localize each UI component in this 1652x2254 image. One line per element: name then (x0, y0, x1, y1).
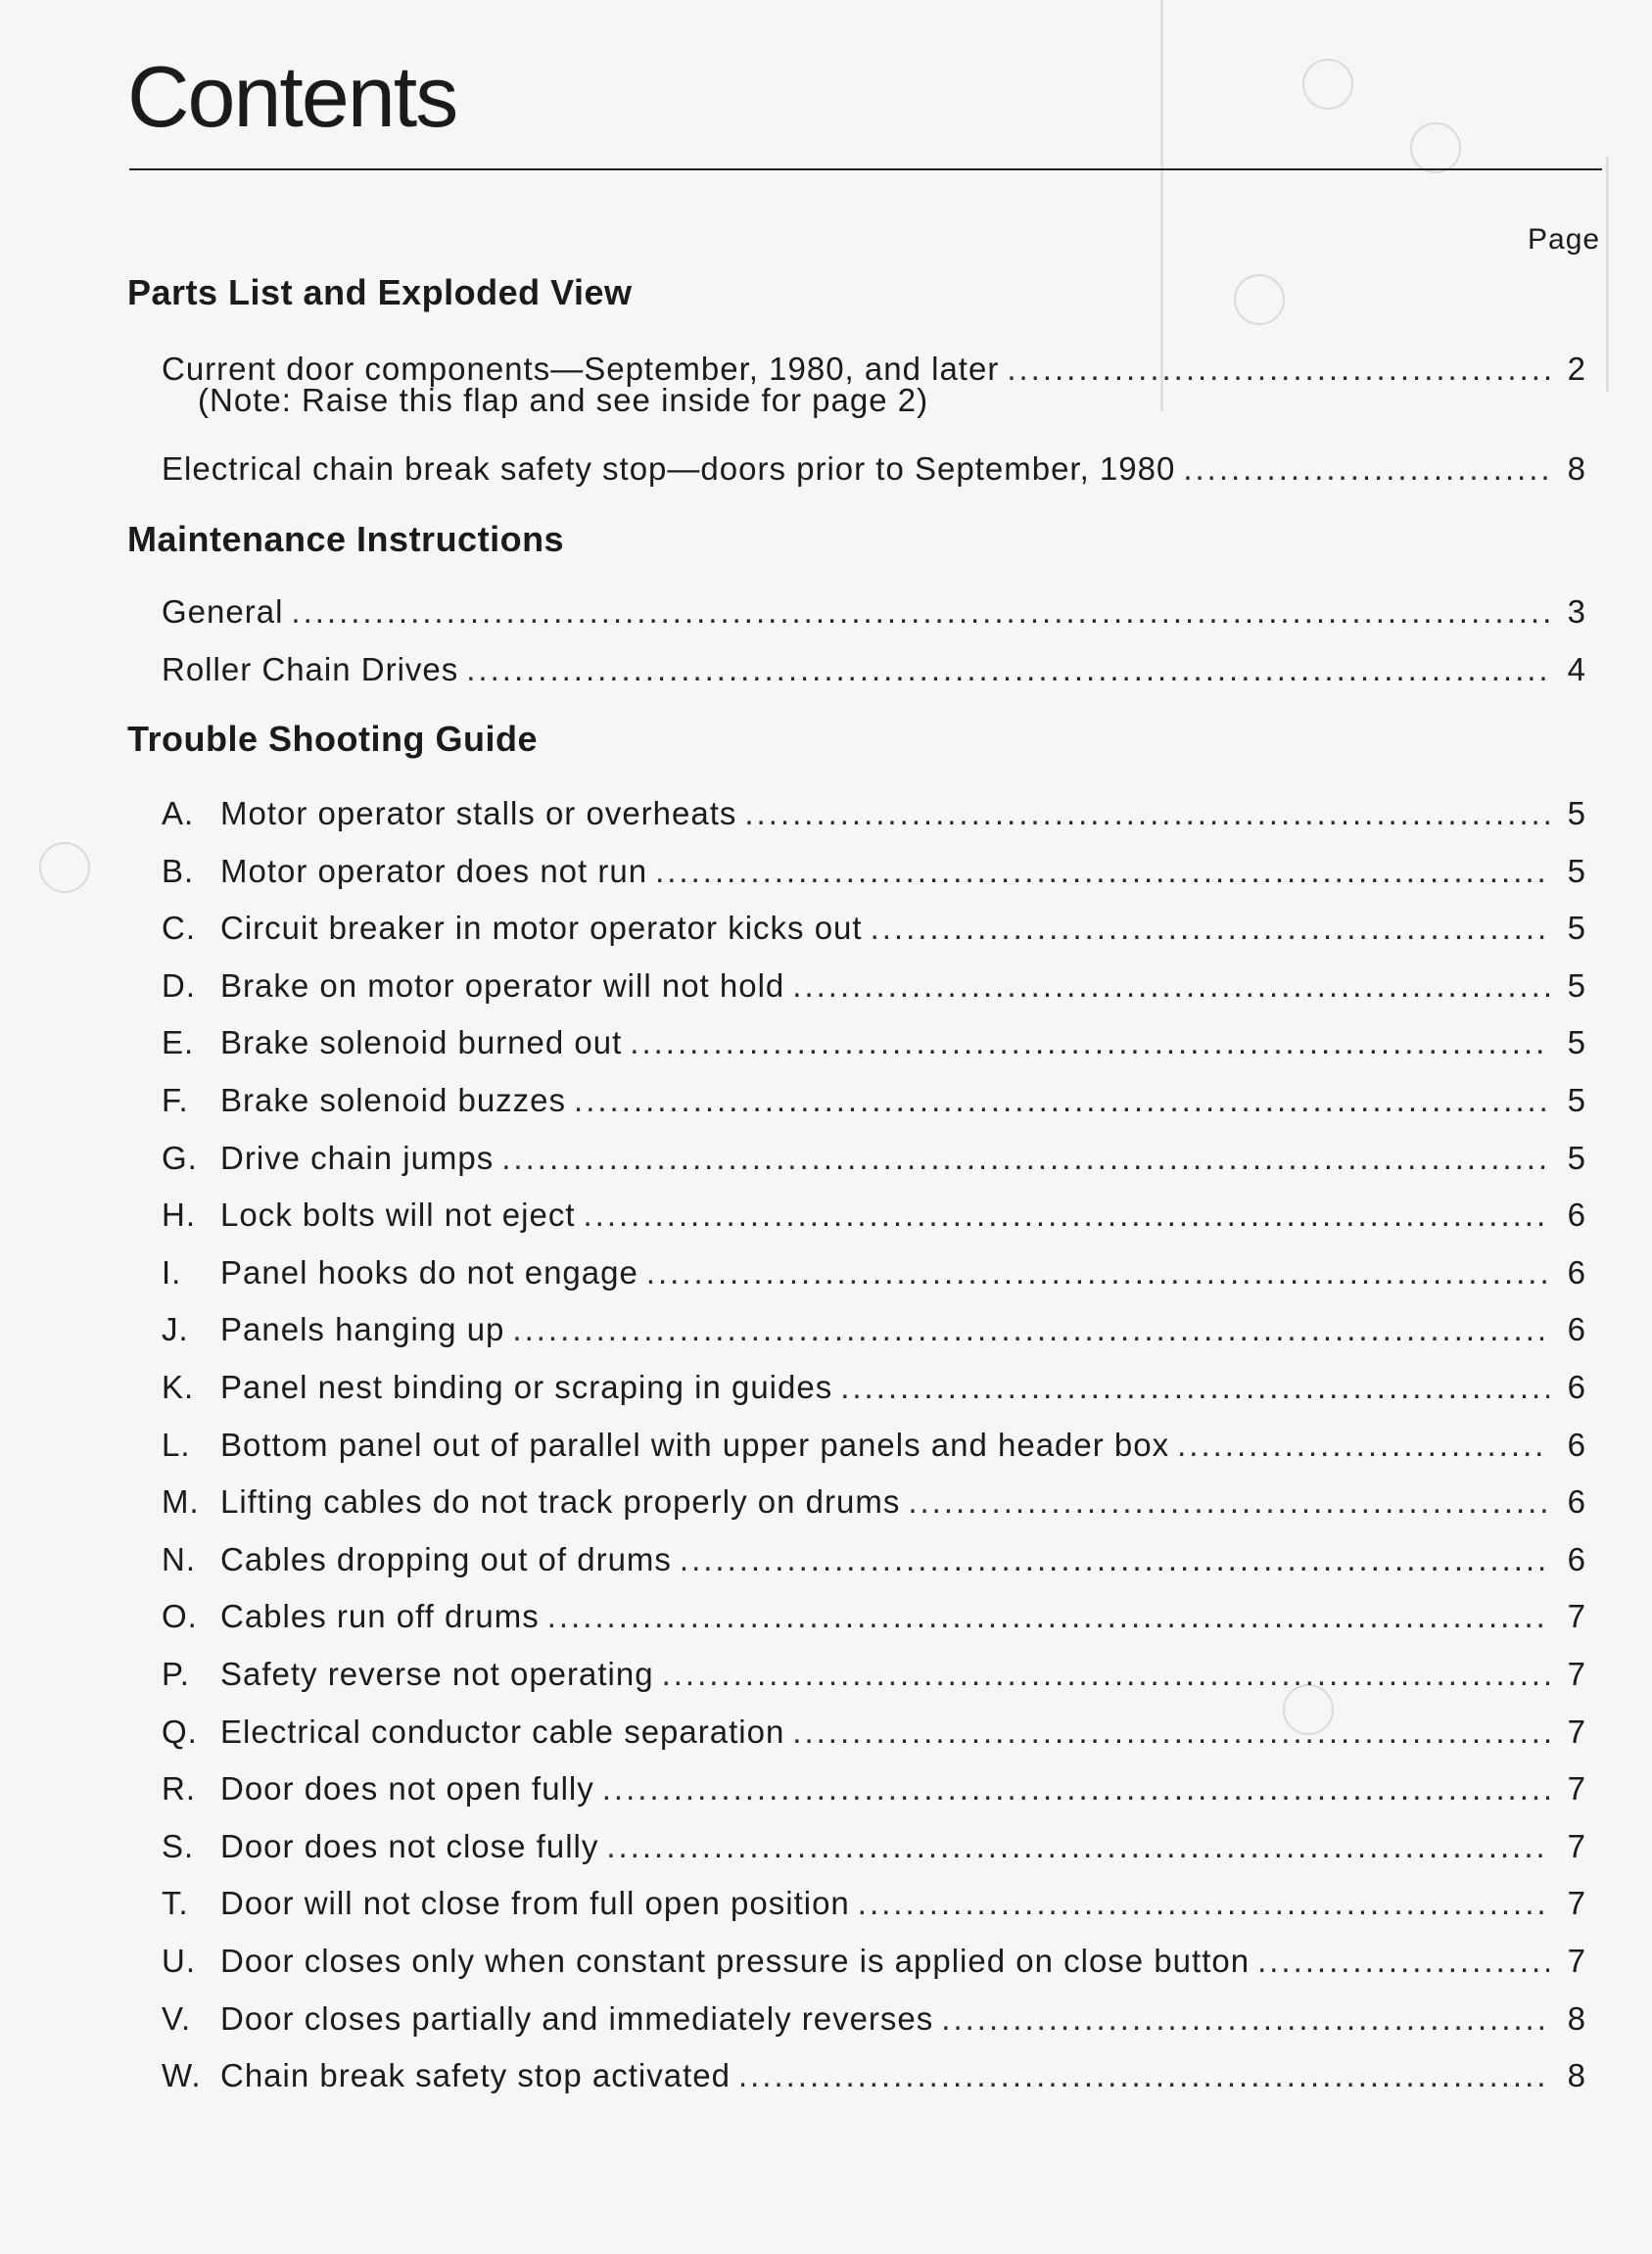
entry-letter: R. (162, 1770, 196, 1807)
entry-letter: G. (162, 1140, 198, 1176)
toc-entry-trouble-b[interactable] (162, 841, 1586, 890)
entry-text: Bottom panel out of parallel with upper panels and header box (220, 1427, 1170, 1463)
entry-page: 8 (1567, 2057, 1586, 2093)
entry-page: 7 (1567, 1885, 1586, 1921)
leader-dots (630, 1024, 1549, 1061)
entry-letter: A. (162, 795, 195, 831)
leader-dots (466, 651, 1549, 688)
entry-page: 4 (1567, 651, 1586, 687)
toc-entry-trouble-q[interactable] (162, 1702, 1586, 1751)
leader-dots (512, 1311, 1549, 1348)
toc-entry-trouble-p[interactable] (162, 1644, 1586, 1693)
entry-letter: H. (162, 1197, 196, 1233)
leader-dots (584, 1197, 1550, 1234)
leader-dots (662, 1656, 1549, 1693)
entry-text: Circuit breaker in motor operator kicks out (220, 910, 863, 946)
toc-entry[interactable] (162, 582, 1586, 631)
entry-letter: S. (162, 1828, 195, 1864)
entry-text: Cables dropping out of drums (220, 1541, 672, 1577)
entry-page: 8 (1567, 2000, 1586, 2037)
entry-page: 7 (1567, 1770, 1586, 1807)
entry-letter: C. (162, 910, 196, 946)
entry-page: 7 (1567, 1828, 1586, 1864)
toc-entry-trouble-w[interactable] (162, 2045, 1586, 2094)
entry-text: Chain break safety stop activated (220, 2057, 731, 2093)
toc-entry-trouble-s[interactable] (162, 1816, 1586, 1865)
entry-text: Panel hooks do not engage (220, 1254, 638, 1291)
toc-entry-trouble-e[interactable] (162, 1012, 1586, 1061)
leader-dots (941, 2000, 1549, 2038)
entry-letter: I. (162, 1254, 182, 1291)
entry-letter: F. (162, 1082, 189, 1118)
entry-text: Current door components—September, 1980, and later (162, 351, 1000, 387)
toc-entry-trouble-i[interactable] (162, 1243, 1586, 1291)
entry-page: 7 (1567, 1714, 1586, 1750)
leader-dots (547, 1598, 1549, 1635)
leader-dots (792, 1714, 1549, 1751)
leader-dots (840, 1369, 1549, 1406)
entry-text: Panels hanging up (220, 1311, 505, 1347)
entry-text: Roller Chain Drives (162, 651, 459, 687)
entry-page: 3 (1567, 593, 1586, 630)
entry-page: 6 (1567, 1541, 1586, 1577)
toc-entry-trouble-m[interactable] (162, 1472, 1586, 1521)
toc-entry-trouble-c[interactable] (162, 898, 1586, 947)
leader-dots (744, 795, 1549, 832)
leader-dots (291, 593, 1549, 631)
entry-text: Brake on motor operator will not hold (220, 967, 785, 1004)
leader-dots (908, 1483, 1549, 1521)
leader-dots (871, 910, 1549, 947)
entry-page: 5 (1567, 967, 1586, 1004)
entry-text: Electrical chain break safety stop—doors prior to September, 1980 (162, 450, 1176, 487)
entry-letter: U. (162, 1943, 196, 1979)
entry-letter: K. (162, 1369, 195, 1405)
leader-dots (738, 2057, 1549, 2094)
entry-page: 2 (1567, 351, 1586, 387)
leader-dots (1007, 351, 1549, 388)
toc-entry-trouble-u[interactable] (162, 1931, 1586, 1980)
toc-entry-trouble-o[interactable] (162, 1586, 1586, 1635)
leader-dots (646, 1254, 1549, 1291)
entry-text: Electrical conductor cable separation (220, 1714, 785, 1750)
entry-text: Lock bolts will not eject (220, 1197, 576, 1233)
leader-dots (680, 1541, 1549, 1578)
entry-page: 7 (1567, 1943, 1586, 1979)
entry-page: 7 (1567, 1656, 1586, 1692)
entry-text: Cables run off drums (220, 1598, 540, 1634)
toc-entry-trouble-n[interactable] (162, 1529, 1586, 1578)
toc-entry[interactable] (162, 339, 1586, 388)
title-rule (129, 168, 1602, 170)
toc-entry-trouble-d[interactable] (162, 956, 1586, 1005)
entry-page: 7 (1567, 1598, 1586, 1634)
leader-dots (655, 853, 1549, 890)
entry-text: General (162, 593, 284, 630)
leader-dots (1183, 450, 1549, 488)
entry-letter: M. (162, 1483, 200, 1520)
entry-page: 5 (1567, 1140, 1586, 1176)
entry-text: Door does not close fully (220, 1828, 599, 1864)
entry-text: Drive chain jumps (220, 1140, 495, 1176)
toc-entry-trouble-g[interactable] (162, 1128, 1586, 1177)
flap-note: (Note: Raise this flap and see inside for page 2) (198, 382, 929, 418)
entry-text: Safety reverse not operating (220, 1656, 654, 1692)
entry-page: 5 (1567, 853, 1586, 889)
entry-page: 8 (1567, 450, 1586, 487)
entry-letter: V. (162, 2000, 192, 2037)
entry-letter: L. (162, 1427, 191, 1463)
entry-page: 6 (1567, 1311, 1586, 1347)
entry-letter: W. (162, 2057, 202, 2093)
entry-page: 5 (1567, 910, 1586, 946)
toc-entry-trouble-h[interactable] (162, 1185, 1586, 1234)
entry-page: 6 (1567, 1197, 1586, 1233)
leader-dots (858, 1885, 1549, 1922)
leader-dots (574, 1082, 1549, 1119)
toc-entry-trouble-r[interactable] (162, 1759, 1586, 1808)
entry-page: 6 (1567, 1483, 1586, 1520)
entry-page: 5 (1567, 795, 1586, 831)
entry-text: Door does not open fully (220, 1770, 594, 1807)
entry-letter: J. (162, 1311, 189, 1347)
leader-dots (1177, 1427, 1549, 1464)
entry-text: Door closes only when constant pressure is applied on close button (220, 1943, 1251, 1979)
page-column-header: Page (1528, 223, 1601, 256)
leader-dots (501, 1140, 1549, 1177)
toc-entry-trouble-f[interactable] (162, 1070, 1586, 1119)
entry-letter: O. (162, 1598, 198, 1634)
entry-letter: P. (162, 1656, 190, 1692)
section-heading-maintenance: Maintenance Instructions (127, 519, 565, 559)
entry-letter: T. (162, 1885, 189, 1921)
section-heading-parts-list: Parts List and Exploded View (127, 272, 633, 312)
leader-dots (606, 1828, 1549, 1865)
entry-letter: E. (162, 1024, 195, 1060)
entry-text: Brake solenoid buzzes (220, 1082, 567, 1118)
entry-text: Lifting cables do not track properly on drums (220, 1483, 901, 1520)
entry-page: 5 (1567, 1082, 1586, 1118)
toc-entry-trouble-j[interactable] (162, 1299, 1586, 1348)
entry-letter: B. (162, 853, 195, 889)
entry-text: Door will not close from full open position (220, 1885, 850, 1921)
page-title: Contents (127, 48, 457, 145)
entry-letter: D. (162, 967, 196, 1004)
entry-text: Door closes partially and immediately reverses (220, 2000, 934, 2037)
entry-page: 6 (1567, 1254, 1586, 1291)
toc-entry[interactable] (162, 439, 1586, 488)
toc-entry-trouble-t[interactable] (162, 1873, 1586, 1922)
leader-dots (602, 1770, 1549, 1808)
toc-entry-trouble-k[interactable] (162, 1357, 1586, 1406)
toc-entry-trouble-l[interactable] (162, 1415, 1586, 1464)
entry-letter: N. (162, 1541, 196, 1577)
entry-text: Panel nest binding or scraping in guides (220, 1369, 833, 1405)
entry-page: 6 (1567, 1427, 1586, 1463)
entry-letter: Q. (162, 1714, 198, 1750)
toc-entry-trouble-a[interactable] (162, 783, 1586, 832)
section-heading-trouble-shooting: Trouble Shooting Guide (127, 719, 538, 759)
entry-text: Motor operator does not run (220, 853, 648, 889)
entry-text: Motor operator stalls or overheats (220, 795, 737, 831)
entry-text: Brake solenoid burned out (220, 1024, 623, 1060)
leader-dots (1257, 1943, 1549, 1980)
entry-page: 5 (1567, 1024, 1586, 1060)
leader-dots (792, 967, 1549, 1005)
entry-page: 6 (1567, 1369, 1586, 1405)
toc-entry-trouble-v[interactable] (162, 1989, 1586, 2038)
toc-entry[interactable] (162, 639, 1586, 688)
